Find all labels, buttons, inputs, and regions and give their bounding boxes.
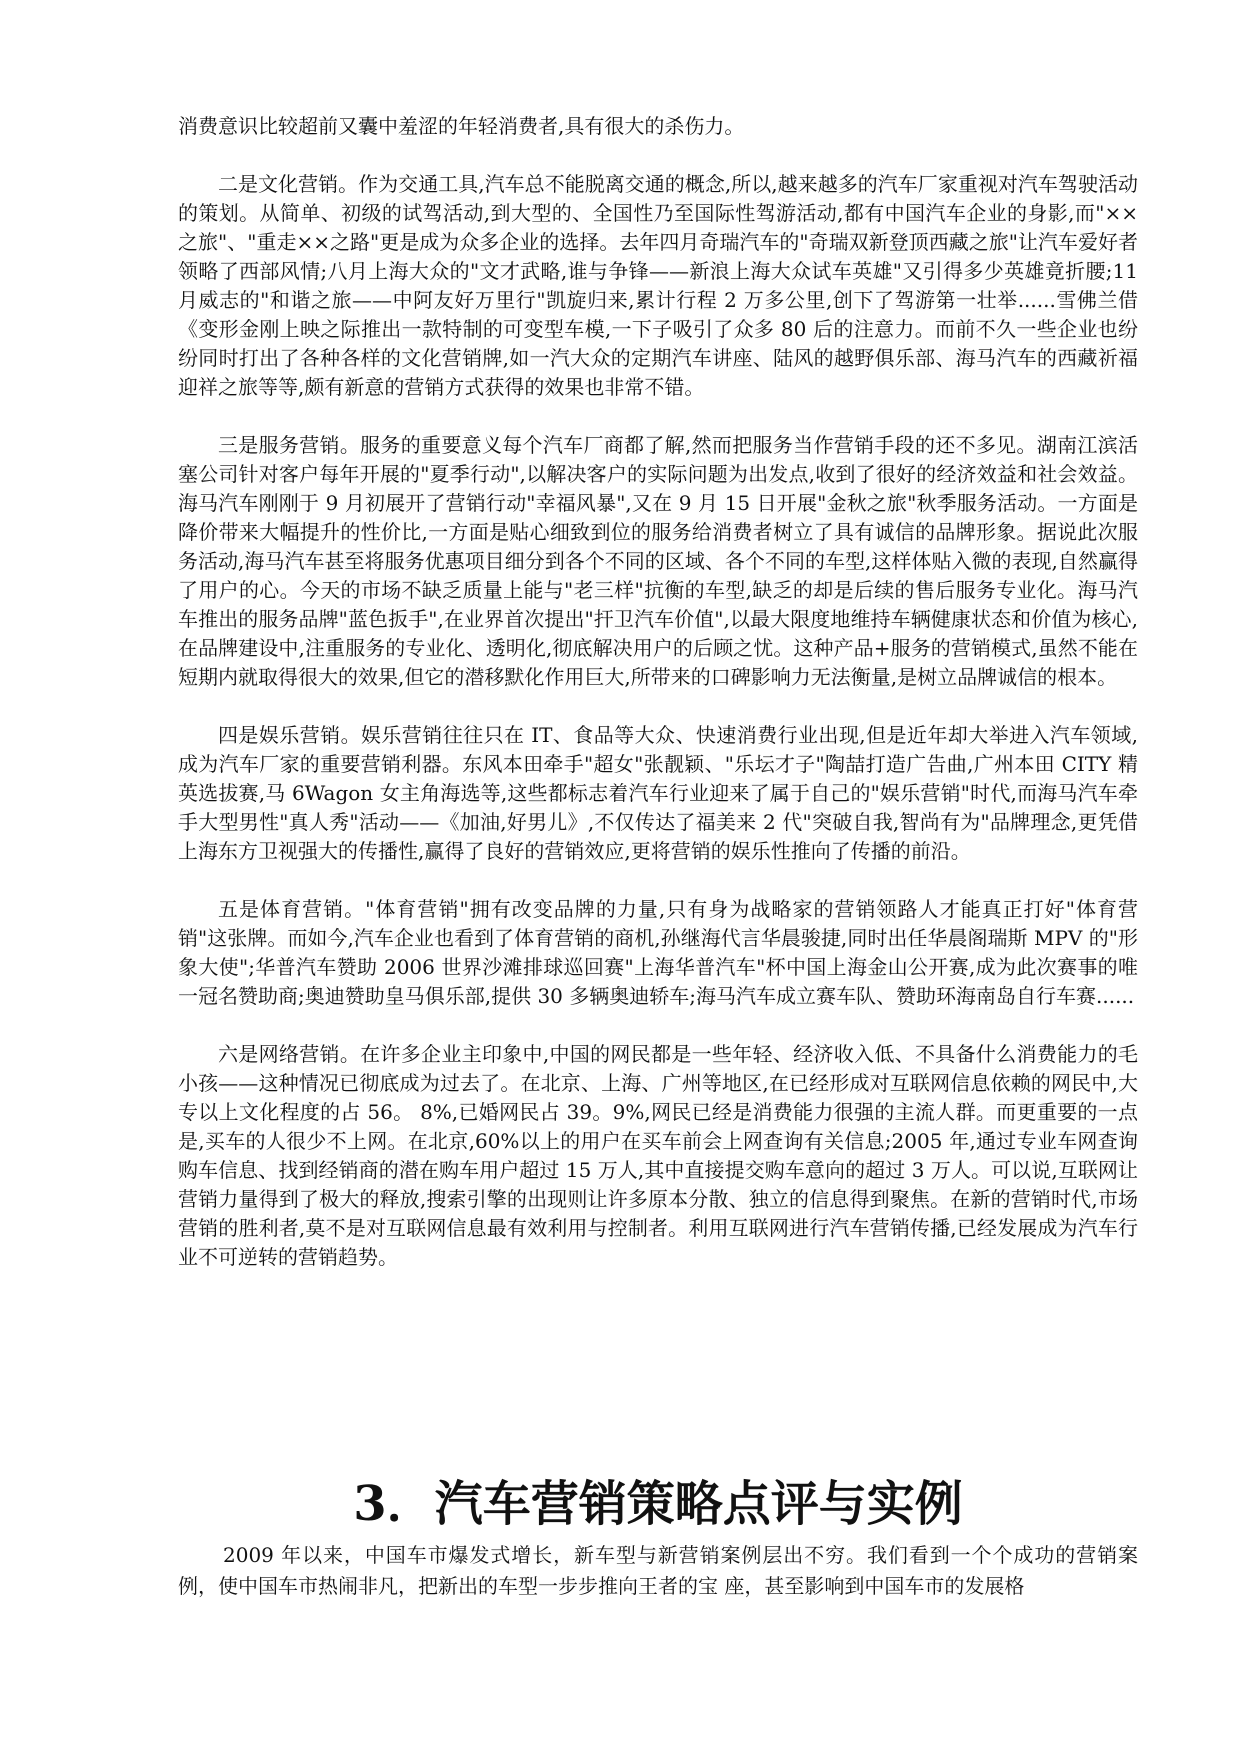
paragraph-continued: 消费意识比较超前又囊中羞涩的年轻消费者,具有很大的杀伤力。: [178, 114, 745, 138]
paragraph-internet-marketing: 六是网络营销。在许多企业主印象中,中国的网民都是一些年轻、经济收入低、不具备什么消费能力的毛小孩——这种情况已彻底成为过去了。在北京、上海、广州等地区,在已经形成对互联网信息依赖的网民中,大专以上文化程度的占 56。 8%,已婚网民占 39。9%,网民已经是消费能力很强的主流人群。而更重要的一点是,买车的人很少不上网。在北京,60%以上的用户在买车前会上网查询有关信息;2005 年,通过专业车网查询购车信息、找到经销商的潜在购车用户超过 15 万人,其中直接提交购车意向的超过 3 万人。可以说,互联网让营销力量得到了极大的释放,搜索引擎的出现则让许多原本分散、独立的信息得到聚焦。在新的营销时代,市场营销的胜利者,莫不是对互联网信息最有效利用与控制者。利用互联网进行汽车营销传播,已经发展成为汽车行业不可逆转的营销趋势。: [178, 1042, 1138, 1269]
section-intro: 2009 年以来，中国车市爆发式增长，新车型与新营销案例层出不穷。我们看到一个个成功的营销案例，使中国车市热闹非凡，把新出的车型一步步推向王者的宝 座，甚至影响到中国车市的发展格: [178, 1543, 1138, 1598]
paragraph-sports-marketing: 五是体育营销。"体育营销"拥有改变品牌的力量,只有身为战略家的营销领路人才能真正打好"体育营销"这张牌。而如今,汽车企业也看到了体育营销的商机,孙继海代言华晨骏捷,同时出任华晨阁瑞斯 MPV 的"形象大使";华普汽车赞助 2006 世界沙滩排球巡回赛"上海华普汽车"杯中国上海金山公开赛,成为此次赛事的唯一冠名赞助商;奥迪赞助皇马俱乐部,提供 30 多辆奥迪轿车;海马汽车成立赛车队、赞助环海南岛自行车赛......: [178, 897, 1138, 1008]
paragraph-culture-marketing: 二是文化营销。作为交通工具,汽车总不能脱离交通的概念,所以,越来越多的汽车厂家重视对汽车驾驶活动的策划。从简单、初级的试驾活动,到大型的、全国性乃至国际性驾游活动,都有中国汽车企业的身影,而"××之旅"、"重走××之路"更是成为众多企业的选择。去年四月奇瑞汽车的"奇瑞双新登顶西藏之旅"让汽车爱好者领略了西部风情;八月上海大众的"文才武略,谁与争锋——新浪上海大众试车英雄"又引得多少英雄竟折腰;11 月威志的"和谐之旅——中阿友好万里行"凯旋归来,累计行程 2 万多公里,创下了驾游第一壮举......雪佛兰借《变形金刚上映之际推出一款特制的可变型车模,一下子吸引了众多 80 后的注意力。而前不久一些企业也纷纷同时打出了各种各样的文化营销牌,如一汽大众的定期汽车讲座、陆风的越野俱乐部、海马汽车的西藏祈福迎祥之旅等等,颇有新意的营销方式获得的效果也非常不错。: [178, 172, 1138, 399]
body-text: [178, 112, 1138, 1301]
section-heading: 3．汽车营销策略点评与实例: [353, 1475, 963, 1532]
paragraph-service-marketing: 三是服务营销。服务的重要意义每个汽车厂商都了解,然而把服务当作营销手段的还不多见。湖南江滨活塞公司针对客户每年开展的"夏季行动",以解决客户的实际问题为出发点,收到了很好的经济效益和社会效益。海马汽车刚刚于 9 月初展开了营销行动"幸福风暴",又在 9 月 15 日开展"金秋之旅"秋季服务活动。一方面是降价带来大幅提升的性价比,一方面是贴心细致到位的服务给消费者树立了具有诚信的品牌形象。据说此次服务活动,海马汽车甚至将服务优惠项目细分到各个不同的区域、各个不同的车型,这样体贴入微的表现,自然赢得了用户的心。今天的市场不缺乏质量上能与"老三样"抗衡的车型,缺乏的却是后续的售后服务专业化。海马汽车推出的服务品牌"蓝色扳手",在业界首次提出"扞卫汽车价值",以最大限度地维持车辆健康状态和价值为核心,在品牌建设中,注重服务的专业化、透明化,彻底解决用户的后顾之忧。这种产品+服务的营销模式,虽然不能在短期内就取得很大的效果,但它的潜移默化作用巨大,所带来的口碑影响力无法衡量,是树立品牌诚信的根本。: [178, 433, 1138, 689]
paragraph-entertainment-marketing: 四是娱乐营销。娱乐营销往往只在 IT、食品等大众、快速消费行业出现,但是近年却大举进入汽车领域,成为汽车厂家的重要营销利器。东风本田牵手"超女"张靓颖、"乐坛才子"陶喆打造广告曲,广州本田 CITY 精英选拔赛,马 6Wagon 女主角海选等,这些都标志着汽车行业迎来了属于自己的"娱乐营销"时代,而海马汽车牵手大型男性"真人秀"活动——《加油,好男儿》,不仅传达了福美来 2 代"突破自我,智尚有为"品牌理念,更凭借上海东方卫视强大的传播性,赢得了良好的营销效应,更将营销的娱乐性推向了传播的前沿。: [178, 723, 1138, 863]
